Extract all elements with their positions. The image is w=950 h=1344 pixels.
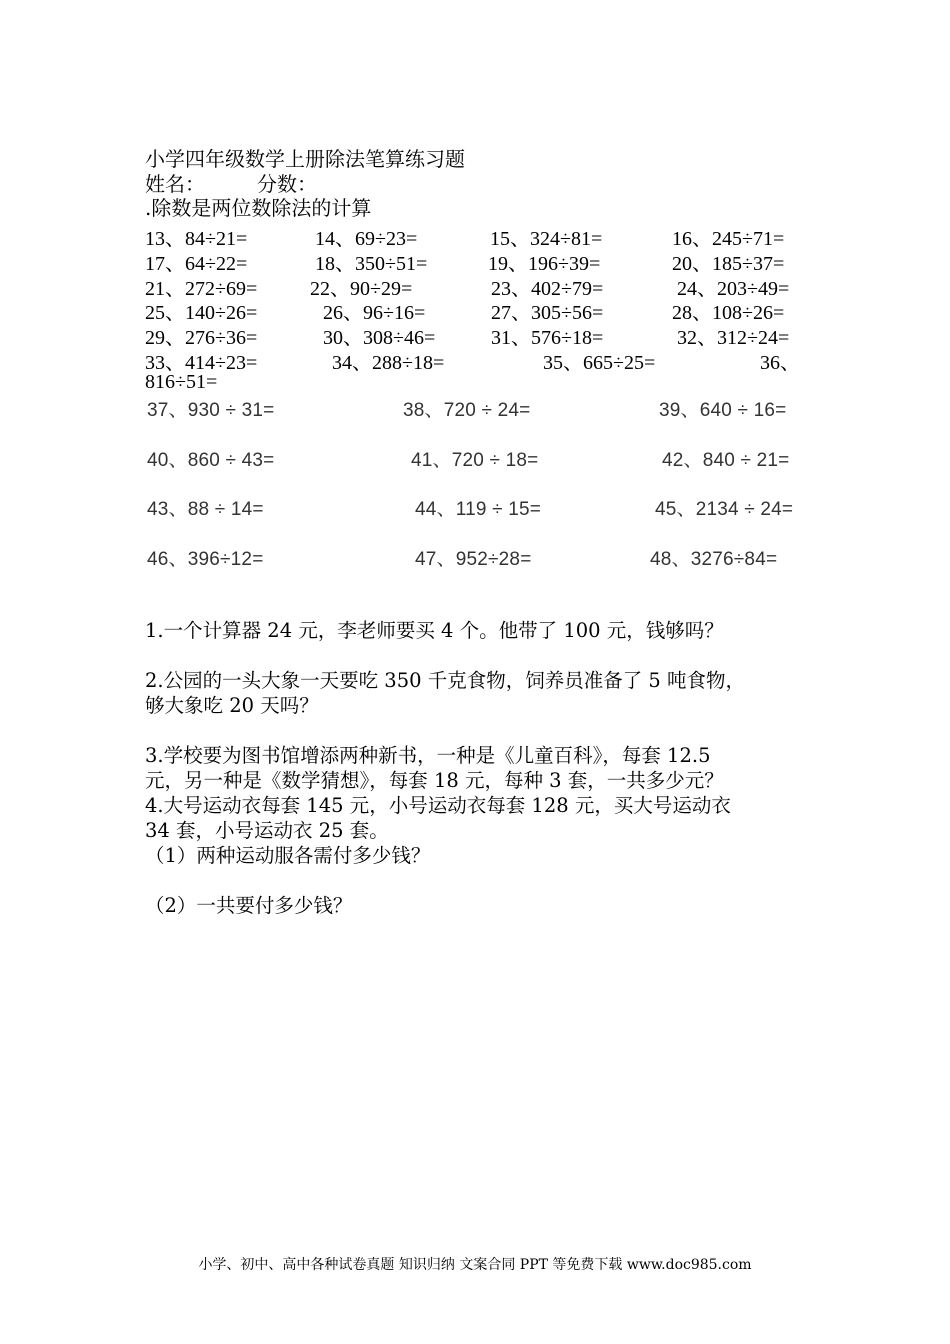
exercise-row	[145, 222, 815, 250]
problem-2-line-1: 2.公园的一头大象一天要吃 350 千克食物，饲养员准备了 5 吨食物，	[145, 669, 746, 692]
exercise-row	[145, 321, 815, 350]
exercise-row	[147, 494, 817, 544]
exercise-row	[147, 395, 817, 445]
exercise-item: 26、96÷16=	[323, 302, 426, 325]
exercise-item: 48、3276÷84=	[650, 548, 778, 570]
sub-question-1: （1）两种运动服各需付多少钱？	[145, 844, 431, 867]
word-problems	[145, 618, 815, 918]
exercise-item: 20、185÷37=	[672, 252, 785, 275]
exercise-item: 28、108÷26=	[672, 302, 785, 325]
exercise-item: 14、69÷23=	[315, 228, 418, 250]
exercise-item: 39、640 ÷ 16=	[659, 400, 787, 421]
problem-3-line-1: 3.学校要为图书馆增添两种新书，一种是《儿童百科》，每套 12.5	[145, 744, 711, 767]
page-title: 小学四年级数学上册除法笔算练习题	[145, 147, 465, 171]
exercise-item: 32、312÷24=	[677, 327, 790, 350]
name-score-line	[145, 171, 317, 197]
exercise-item: 40、860 ÷ 43=	[147, 449, 275, 471]
exercise-item: 34、288÷18=	[332, 351, 445, 374]
problem-3-line-2: 元，另一种是《数学猜想》，每套 18 元，每种 3 套，一共多少元？	[145, 769, 724, 792]
problem-2-line-2: 够大象吃 20 天吗？	[145, 694, 319, 717]
exercise-item: 27、305÷56=	[491, 302, 604, 325]
exercise-item: 24、203÷49=	[677, 277, 790, 300]
exercise-item: 45、2134 ÷ 24=	[655, 499, 794, 520]
exercise-item: 30、308÷46=	[323, 327, 436, 350]
exercise-item: 44、119 ÷ 15=	[415, 499, 542, 520]
section-heading: .除数是两位数除法的计算	[145, 196, 372, 220]
exercise-row	[145, 247, 815, 275]
exercise-item: 15、324÷81=	[490, 228, 603, 250]
exercise-item: 33、414÷23=	[145, 351, 258, 374]
exercise-item: 43、88 ÷ 14=	[147, 499, 264, 520]
exercise-item: 37、930 ÷ 31=	[147, 400, 275, 421]
exercise-item: 21、272÷69=	[145, 277, 258, 300]
exercise-item: 25、140÷26=	[145, 302, 258, 325]
exercise-row	[147, 544, 817, 594]
exercise-item: 38、720 ÷ 24=	[403, 400, 531, 421]
exercise-row	[145, 371, 815, 396]
exercise-item: 16、245÷71=	[672, 228, 785, 250]
exercise-row	[147, 445, 817, 495]
exercise-item: 36、	[760, 351, 800, 374]
exercise-item: 29、276÷36=	[145, 327, 258, 350]
exercise-item: 17、64÷22=	[145, 252, 248, 275]
score-label: 分数：	[257, 172, 317, 196]
exercise-item: 35、665÷25=	[543, 351, 656, 374]
division-exercises-text	[145, 222, 815, 396]
division-exercises-grid	[147, 395, 817, 593]
exercise-item: 41、720 ÷ 18=	[411, 449, 539, 471]
exercise-row	[145, 272, 815, 300]
exercise-item: 23、402÷79=	[491, 277, 604, 300]
exercise-item: 22、90÷29=	[310, 277, 413, 300]
exercise-item: 13、84÷21=	[145, 228, 248, 250]
exercise-item: 31、576÷18=	[491, 327, 604, 350]
sub-question-2: （2）一共要付多少钱？	[145, 894, 353, 917]
exercise-item: 46、396÷12=	[147, 548, 264, 570]
name-label: 姓名：	[145, 172, 205, 196]
footer-text: 小学、初中、高中各种试卷真题 知识归纳 文案合同 PPT 等免费下载 www.doc985.com	[198, 1257, 752, 1273]
exercise-row	[145, 296, 815, 325]
exercise-item: 816÷51=	[145, 370, 218, 393]
problem-4-line-1: 4.大号运动衣每套 145 元，小号运动衣每套 128 元，买大号运动衣	[145, 794, 731, 817]
exercise-item: 42、840 ÷ 21=	[662, 449, 790, 471]
exercise-row	[145, 346, 815, 374]
exercise-item: 18、350÷51=	[315, 252, 428, 275]
exercise-item: 47、952÷28=	[415, 548, 532, 570]
problem-4-line-2: 34 套，小号运动衣 25 套。	[145, 819, 389, 842]
exercise-item: 19、196÷39=	[488, 252, 601, 275]
problem-1: 1.一个计算器 24 元，李老师要买 4 个。他带了 100 元，钱够吗？	[145, 619, 724, 642]
